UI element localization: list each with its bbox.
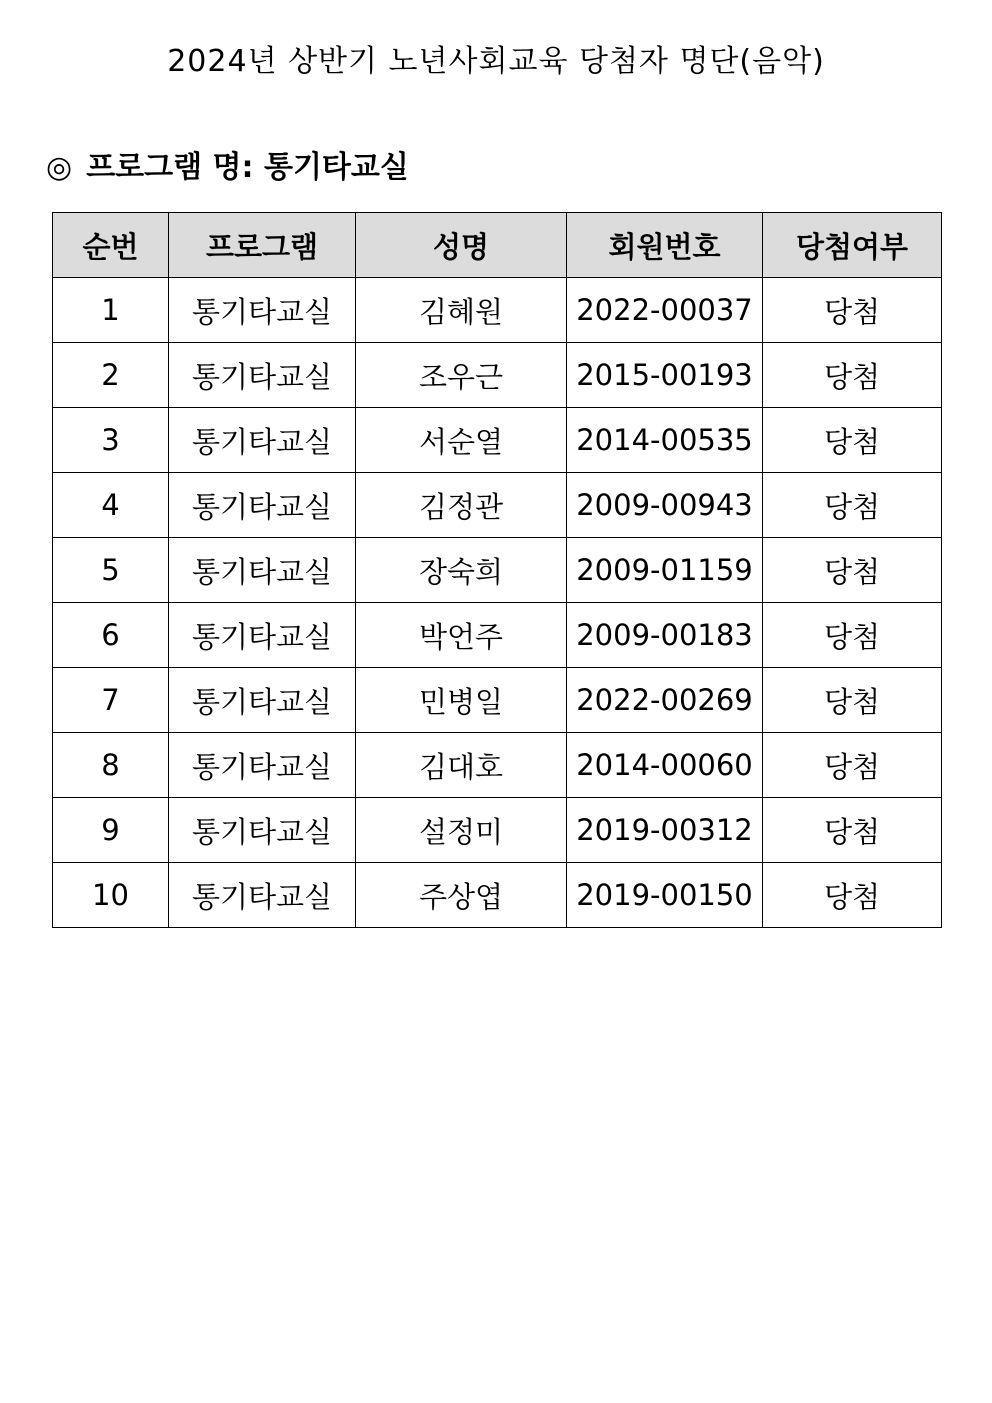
column-header-number: 순번 [53, 213, 169, 278]
cell-program: 통기타교실 [169, 538, 356, 603]
cell-program: 통기타교실 [169, 798, 356, 863]
table-row [53, 668, 942, 733]
cell-member-id: 2019-00150 [567, 863, 763, 928]
double-circle-icon: ◎ [46, 150, 73, 185]
table-row [53, 473, 942, 538]
cell-program: 통기타교실 [169, 408, 356, 473]
cell-result: 당첨 [763, 668, 942, 733]
table-row [53, 538, 942, 603]
cell-member-id: 2009-01159 [567, 538, 763, 603]
winners-table [52, 212, 942, 928]
cell-number: 3 [53, 408, 169, 473]
cell-member-id: 2014-00535 [567, 408, 763, 473]
cell-name: 조우근 [356, 343, 567, 408]
program-heading [46, 148, 409, 188]
cell-result: 당첨 [763, 278, 942, 343]
cell-number: 6 [53, 603, 169, 668]
cell-member-id: 2015-00193 [567, 343, 763, 408]
table-row [53, 408, 942, 473]
cell-number: 2 [53, 343, 169, 408]
cell-name: 박언주 [356, 603, 567, 668]
cell-number: 5 [53, 538, 169, 603]
cell-name: 민병일 [356, 668, 567, 733]
cell-name: 김대호 [356, 733, 567, 798]
cell-program: 통기타교실 [169, 668, 356, 733]
table-header-row [53, 213, 942, 278]
cell-number: 4 [53, 473, 169, 538]
table-row [53, 733, 942, 798]
cell-result: 당첨 [763, 603, 942, 668]
cell-name: 설정미 [356, 798, 567, 863]
cell-result: 당첨 [763, 733, 942, 798]
table-row [53, 278, 942, 343]
cell-program: 통기타교실 [169, 343, 356, 408]
column-header-program: 프로그램 [169, 213, 356, 278]
cell-result: 당첨 [763, 343, 942, 408]
table-row [53, 863, 942, 928]
cell-program: 통기타교실 [169, 733, 356, 798]
column-header-name: 성명 [356, 213, 567, 278]
cell-name: 김혜원 [356, 278, 567, 343]
cell-member-id: 2009-00943 [567, 473, 763, 538]
cell-member-id: 2022-00269 [567, 668, 763, 733]
cell-name: 주상엽 [356, 863, 567, 928]
cell-member-id: 2019-00312 [567, 798, 763, 863]
cell-result: 당첨 [763, 473, 942, 538]
cell-result: 당첨 [763, 798, 942, 863]
cell-program: 통기타교실 [169, 863, 356, 928]
cell-number: 7 [53, 668, 169, 733]
cell-number: 10 [53, 863, 169, 928]
cell-result: 당첨 [763, 863, 942, 928]
cell-number: 9 [53, 798, 169, 863]
column-header-result: 당첨여부 [763, 213, 942, 278]
table-row [53, 343, 942, 408]
cell-number: 8 [53, 733, 169, 798]
cell-program: 통기타교실 [169, 603, 356, 668]
cell-member-id: 2014-00060 [567, 733, 763, 798]
table-row [53, 798, 942, 863]
cell-name: 장숙희 [356, 538, 567, 603]
column-header-member-id: 회원번호 [567, 213, 763, 278]
cell-member-id: 2022-00037 [567, 278, 763, 343]
page-title: 2024년 상반기 노년사회교육 당첨자 명단(음악) [167, 44, 825, 79]
cell-number: 1 [53, 278, 169, 343]
cell-name: 서순열 [356, 408, 567, 473]
program-heading-text: 프로그램 명: 통기타교실 [86, 150, 409, 185]
cell-member-id: 2009-00183 [567, 603, 763, 668]
cell-name: 김정관 [356, 473, 567, 538]
cell-program: 통기타교실 [169, 473, 356, 538]
cell-result: 당첨 [763, 538, 942, 603]
cell-result: 당첨 [763, 408, 942, 473]
cell-program: 통기타교실 [169, 278, 356, 343]
table-row [53, 603, 942, 668]
